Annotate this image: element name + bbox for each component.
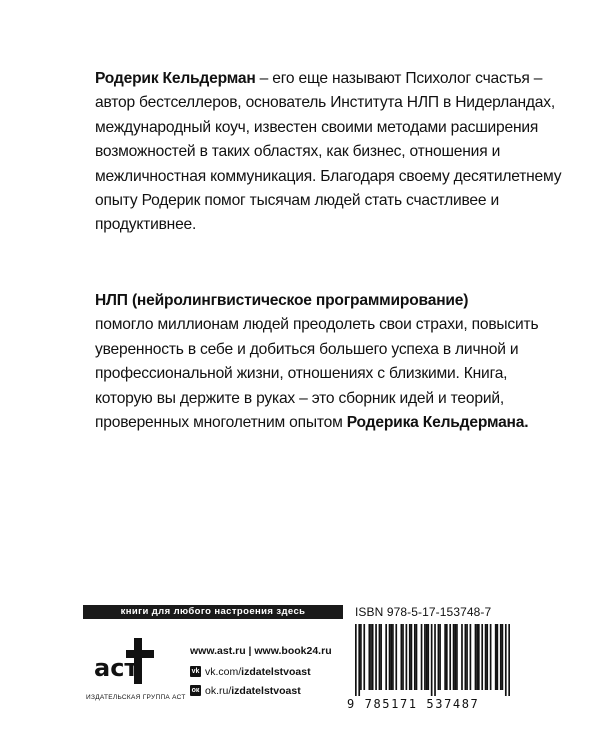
barcode-bar [395, 624, 397, 690]
barcode-bar [454, 624, 456, 690]
barcode-bar [497, 624, 499, 690]
barcode-bar [358, 624, 360, 696]
barcode-bar [368, 624, 370, 690]
barcode-bar [406, 624, 408, 690]
vk-icon: vk [191, 668, 200, 675]
ok-link[interactable] [190, 681, 332, 700]
barcode-bar [453, 624, 455, 690]
barcode-bar [439, 624, 441, 690]
barcode-bar [389, 624, 391, 690]
book-description-paragraph [95, 289, 565, 435]
barcode-bar [502, 624, 504, 690]
barcode-bar [495, 624, 497, 690]
logo-wordmark: аст [94, 654, 139, 682]
barcode-bar [481, 624, 483, 690]
publisher-logo [90, 632, 164, 692]
barcode-bar [424, 624, 426, 690]
vk-handle: izdatelstvoast [241, 665, 311, 678]
barcode-bar [372, 624, 374, 690]
barcode-bar [360, 624, 362, 690]
barcode-bar [485, 624, 487, 690]
author-name-genitive: Родерика Кельдермана. [346, 414, 529, 432]
ast-logo-icon [90, 632, 164, 692]
barcode-bar [446, 624, 448, 690]
barcode-bar [444, 624, 446, 690]
barcode-bar [434, 624, 436, 696]
barcode-bar [402, 624, 404, 690]
barcode-bar [392, 624, 394, 690]
barcode-bar [465, 624, 467, 690]
vk-prefix: vk.com/ [205, 665, 242, 678]
vk-link[interactable] [190, 662, 332, 681]
book-description-text: помогло миллионам людей преодолеть свои страхи, повысить уверенность в себе и добиться большего успеха в личной и профессиональной жизни, отношениях с близкими. Книга, которую вы держите в руках – это сборник идей и теорий, проверенных многолетним опытом [95, 316, 539, 432]
barcode-bar [486, 624, 488, 690]
contacts-block [190, 640, 332, 700]
barcode-bar [456, 624, 458, 690]
barcode-bar [466, 624, 468, 690]
barcode-bar [379, 624, 381, 690]
barcode-bar [411, 624, 413, 690]
barcode-bar [508, 624, 510, 696]
barcode-bar [370, 624, 372, 690]
author-bio-text: – его еще называют Психолог счастья – автор бестселлеров, основатель Института НЛП в Нидерландах, международный коуч, известен своими методами расширения возможностей в таких областях, как бизнес, отношения и межличностная коммуникация. Благодаря своему десятилетнему опыту Родерик помог тысячам людей стать счастливее и продуктивнее. [95, 70, 562, 234]
publisher-caption: ИЗДАТЕЛЬСКАЯ ГРУППА АСТ [86, 694, 186, 701]
barcode-bar [449, 624, 451, 690]
barcode-bar [427, 624, 429, 690]
barcode-bar [400, 624, 402, 690]
ok-icon: ок [191, 687, 200, 694]
barcode-bar [375, 624, 377, 690]
barcode-bar [426, 624, 428, 690]
barcode-bar [390, 624, 392, 690]
barcode-bar [500, 624, 502, 690]
slogan-banner: книги для любого настроения здесь [83, 605, 343, 619]
barcode-digits: 9 785171 537487 [347, 697, 480, 711]
barcode-bar [385, 624, 387, 690]
barcode-bar [409, 624, 411, 690]
barcode-bar [470, 624, 472, 690]
websites-link[interactable]: www.ast.ru | www.book24.ru [190, 645, 332, 657]
barcode-bar [355, 624, 357, 696]
barcode-bar [475, 624, 477, 690]
author-bio-paragraph [95, 67, 565, 238]
barcode-bar [414, 624, 416, 690]
barcode-bar [416, 624, 418, 690]
barcode-bar [421, 624, 423, 690]
barcode-bar [461, 624, 463, 690]
ok-prefix: ok.ru/ [205, 684, 232, 697]
isbn-label: ISBN 978-5-17-153748-7 [355, 605, 492, 619]
author-name: Родерик Кельдерман [95, 70, 256, 87]
barcode-bar [380, 624, 382, 690]
barcode-bar [431, 624, 433, 696]
barcode-bar [363, 624, 365, 690]
nlp-heading: НЛП (нейролингвистическое программирование) [95, 292, 469, 309]
barcode [355, 624, 510, 696]
barcode-bar [438, 624, 440, 690]
barcode-bar [505, 624, 507, 696]
barcode-bar [478, 624, 480, 690]
ok-handle: izdatelstvoast [231, 684, 301, 697]
barcode-bar [476, 624, 478, 690]
barcode-bar [490, 624, 492, 690]
